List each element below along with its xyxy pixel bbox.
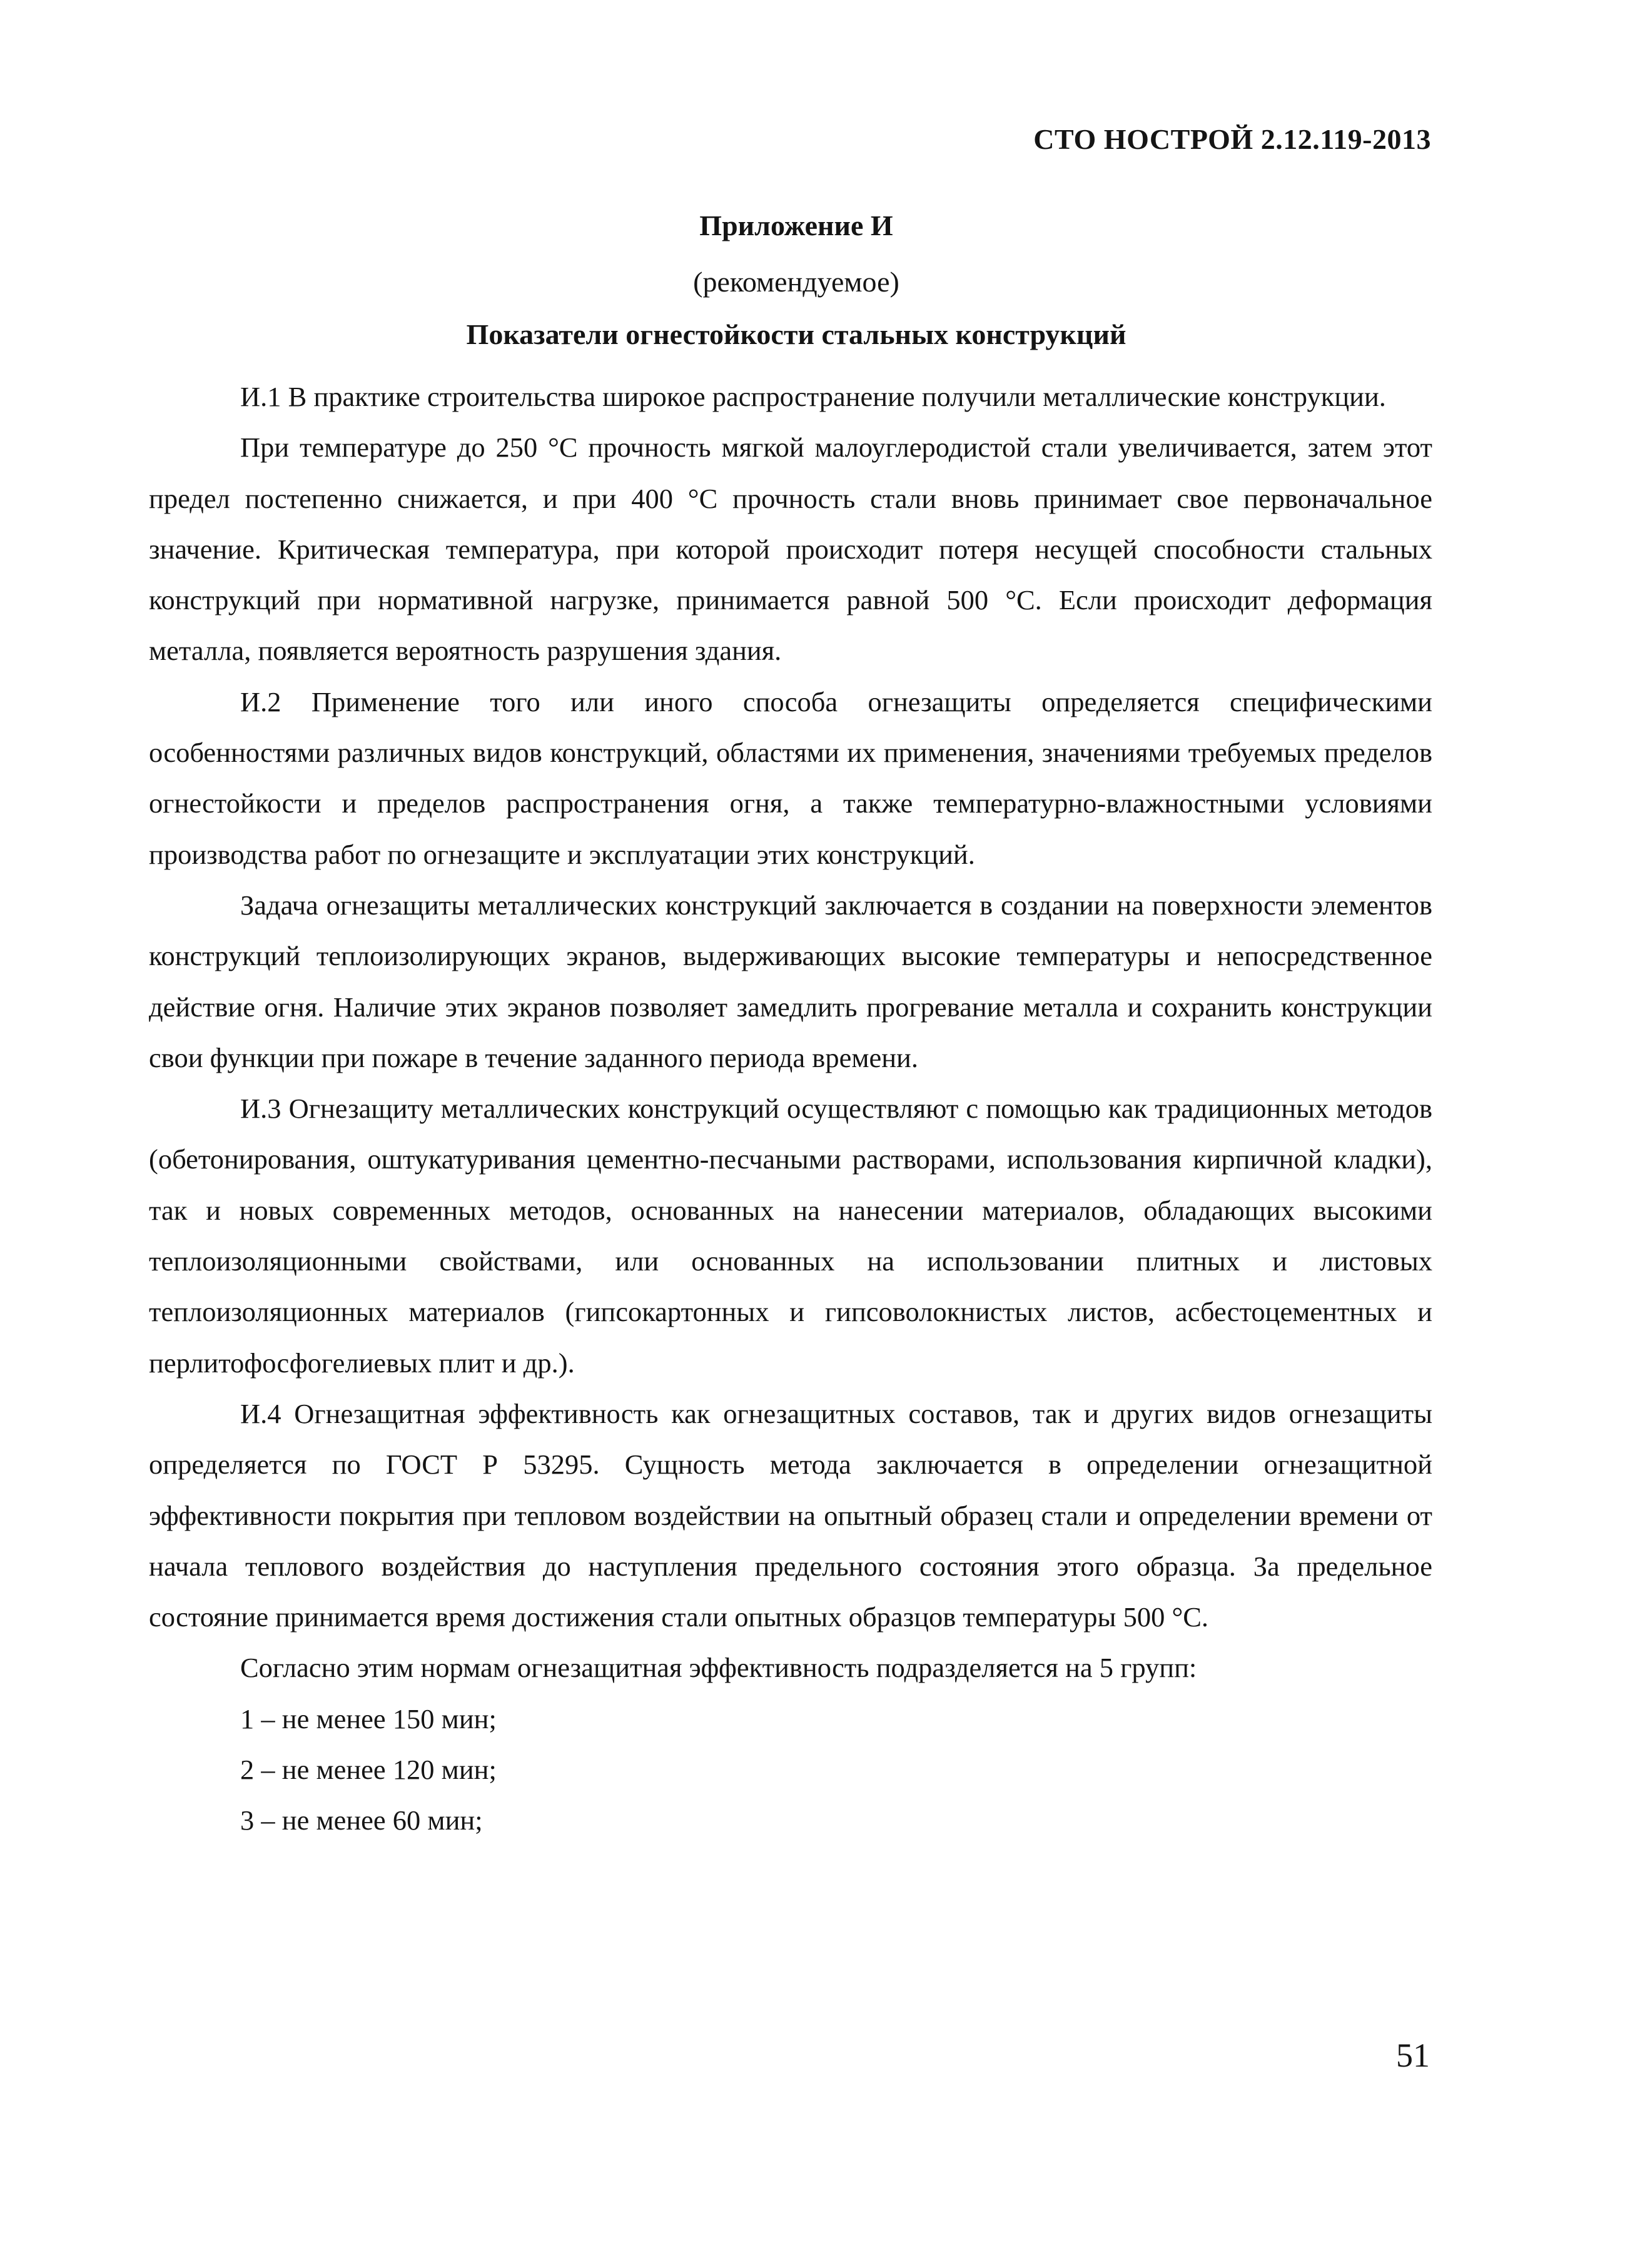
paragraph-i2: И.2 Применение того или иного способа огнезащиты определяется специфическими особенностями различных видов конструкций, областями их применения, значениями требуемых пределов огнестойкости и пределов распространения огня, а также температурно-влажностными условиями производства работ по огнезащите и эксплуатации этих конструкций. — [149, 686, 1432, 870]
list-item-group-1: 1 – не менее 150 мин; — [240, 1703, 497, 1734]
paragraph-i4: И.4 Огнезащитная эффективность как огнезащитных составов, так и других видов огнезащиты определяется по ГОСТ Р 53295. Сущность метода заключается в определении огнезащитной эффективности покрытия при тепловом воздействии на опытный образец стали и определении времени от начала теплового воздействия до наступления предельного состояния этого образца. За предельное состояние принимается время достижения стали опытных образцов температуры 500 °С. — [149, 1397, 1432, 1633]
list-item-group-2: 2 – не менее 120 мин; — [240, 1754, 497, 1786]
document-code-header: СТО НОСТРОЙ 2.12.119-2013 — [1033, 123, 1431, 155]
paragraph-fire-protection-task: Задача огнезащиты металлических конструкций заключается в создании на поверхности элементов конструкций теплоизолирующих экранов, выдерживающих высокие температуры и непосредственное действие огня. Наличие этих экранов позволяет замедлить прогревание металла и сохранить конструкции свои функции при пожаре в течение заданного периода времени. — [149, 889, 1432, 1073]
page-number: 51 — [1396, 2037, 1430, 2074]
appendix-status: (рекомендуемое) — [693, 266, 899, 298]
list-item-group-3: 3 – не менее 60 мин; — [240, 1805, 483, 1836]
appendix-heading: Показатели огнестойкости стальных конструкций — [466, 318, 1126, 350]
body-text — [149, 372, 1432, 1846]
appendix-title: Приложение И — [699, 210, 893, 241]
paragraph-i1: И.1 В практике строительства широкое распространение получили металлические конструкции. — [240, 381, 1386, 412]
paragraph-temperature: При температуре до 250 °С прочность мягкой малоуглеродистой стали увеличивается, затем этот предел постепенно снижается, и при 400 °С прочность стали вновь принимает свое первоначальное значение. Критическая температура, при которой происходит потеря несущей способности стальных конструкций при нормативной нагрузке, принимается равной 500 °С. Если происходит деформация металла, появляется вероятность разрушения здания. — [149, 432, 1432, 667]
paragraph-i3: И.3 Огнезащиту металлических конструкций осуществляют с помощью как традиционных методов (обетонирования, оштукатуривания цементно-песчаными растворами, использования кирпичной кладки), так и новых современных методов, основанных на нанесении материалов, обладающих высокими теплоизоляционными свойствами, или основанных на использовании плитных и листовых теплоизоляционных материалов (гипсокартонных и гипсоволокнистых листов, асбестоцементных и перлитофосфогелиевых плит и др.). — [149, 1093, 1432, 1379]
paragraph-groups-intro: Согласно этим нормам огнезащитная эффективность подразделяется на 5 групп: — [240, 1652, 1197, 1684]
